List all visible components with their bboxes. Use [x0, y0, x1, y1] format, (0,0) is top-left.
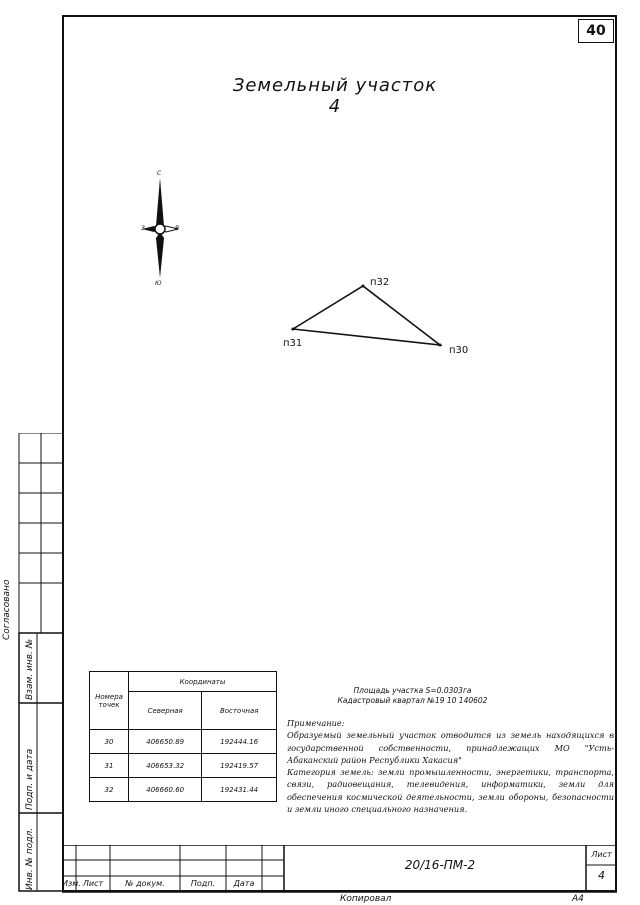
compass-west-label: З [141, 225, 145, 232]
table-row: 30 406650.89 192444.16 [90, 730, 277, 754]
stamp-col-izm: Изм. [62, 879, 81, 888]
point-label-p32: п32 [370, 277, 390, 288]
stamp-sheet-label: Лист [591, 850, 612, 859]
area-info [330, 686, 495, 706]
col-header-east: Восточная [202, 692, 277, 730]
col-header-coords: Координаты [129, 672, 277, 692]
notes-heading: Примечание: [287, 718, 345, 728]
parcel-polygon [280, 276, 460, 356]
compass-east-label: В [175, 225, 180, 232]
side-label-agreed: Согласовано [2, 579, 12, 640]
doc-code: 20/16-ПМ-2 [404, 858, 476, 872]
stamp-sheet-value: 4 [598, 869, 605, 882]
notes-paragraph-2: Категория земель: земли промышленности, энергетики, транспорта, связи, радиовещания, телевидения, информатики, земли для обеспечения космической деятельности, земли обороны, безопасности и земли иного специального назначения. [287, 767, 614, 815]
table-row: 31 406653.32 192419.57 [90, 754, 277, 778]
stamp-col-list: Лист [82, 879, 104, 888]
compass-north-label: С [157, 170, 162, 177]
side-label-inv-zam: Взам. инв. № [25, 638, 35, 700]
coordinates-table [89, 671, 277, 802]
footer-copied: Копировал [340, 894, 392, 904]
page-title: Земельный участок 4 [232, 75, 438, 117]
stamp-col-date: Дата [233, 879, 255, 888]
stamp-col-sign: Подп. [190, 879, 216, 888]
notes-block [287, 717, 614, 815]
sheet-number: 40 [578, 19, 614, 43]
side-label-inv-orig: Инв. № подл. [25, 827, 35, 890]
notes-paragraph-1: Образуемый земельный участок отводится из земель находящихся в государственной собственности, принадлежащих МО "Усть-Абаканский район Республики Хакасия" [287, 730, 614, 765]
point-label-p30: п30 [449, 345, 469, 356]
side-label-sign-date: Подп. и дата [25, 748, 35, 810]
footer-format: А4 [572, 894, 584, 904]
cadastral-line: Кадастровый квартал №19 10 140602 [337, 696, 488, 705]
side-stamp-grid [10, 433, 64, 893]
area-line: Площадь участка S=0.0303га [353, 686, 472, 695]
stamp-col-doc: № докум. [125, 879, 165, 888]
compass-south-label: Ю [155, 280, 162, 287]
point-label-p31: п31 [283, 338, 303, 349]
col-header-points: Номера точек [90, 672, 129, 730]
table-row: 32 406660.60 192431.44 [90, 778, 277, 802]
col-header-north: Северная [129, 692, 202, 730]
